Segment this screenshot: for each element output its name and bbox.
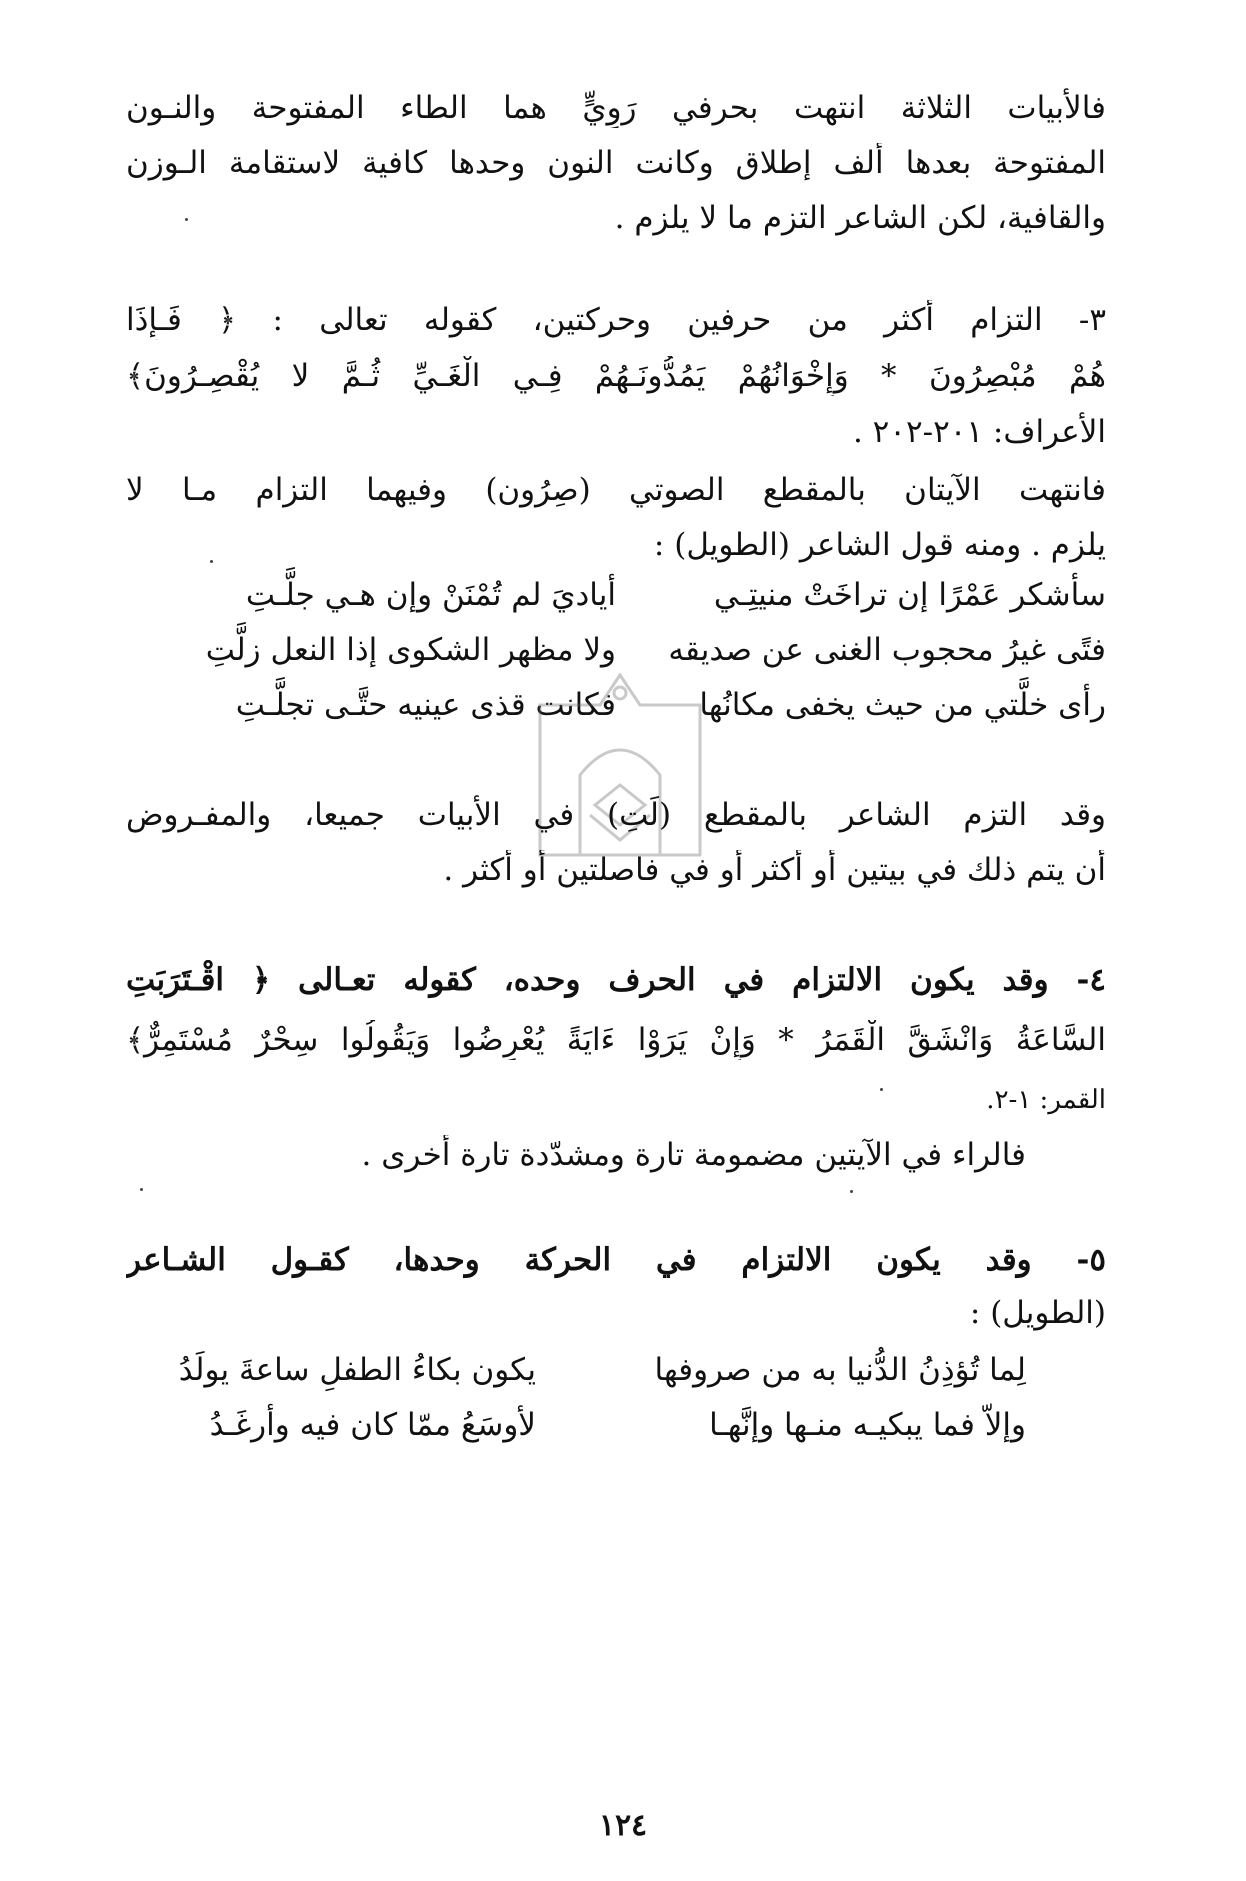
section-5-meter: (الطويل) : (969, 1295, 1106, 1331)
section-4-verse-line: السَّاعَةُ وَانْشَقَّ الْقَمَرُ * وَإِنْ يَرَوْا ءَايَةً يُعْرِضُوا وَيَقُولُوا سِحْرٌ مُسْتَمِرٌّ﴾ (126, 1022, 1106, 1058)
section-4-reference: القمر: ١-٢. (986, 1085, 1106, 1115)
section-3-reference: الأعراف: ٢٠١-٢٠٢ . (852, 414, 1106, 450)
poem-1-verse-1-ajuz: أياديَ لم تُمْنَنْ وإن هـي جلَّـتِ (245, 577, 616, 613)
paragraph-2-line-1: فانتهت الآيتان بالمقطع الصوتي (صِرُون) وفيهما التزام مـا لا (126, 472, 1106, 508)
poem-2-verse-1 (126, 1350, 1026, 1390)
section-3-verse-line: هُمْ مُبْصِرُونَ * وَإِخْوَانُهُمْ يَمُدُّونَـهُمْ فِـي الْغَـيِّ ثُـمَّ لا يُقْصِـرُونَ﴾ (126, 358, 1106, 394)
poem-2-verse-2-ajuz: لأوسَعُ ممّا كان فيه وأرغَـدُ (209, 1407, 536, 1443)
section-4-note: فالراء في الآيتين مضمومة تارة ومشدّدة تارة أخرى . (361, 1137, 1026, 1173)
paragraph-1-line-1: فالأبيات الثلاثة انتهت بحرفي رَوِيٍّ هما الطاء المفتوحة والنـون (126, 90, 1106, 126)
paragraph-1-line-2: المفتوحة بعدها ألف إطلاق وكانت النون وحدها كافية لاستقامة الـوزن (126, 145, 1106, 181)
poem-1-verse-1-sadr: سأشكر عَمْرًا إن تراخَتْ منيتِـي (713, 577, 1106, 613)
poem-1-verse-2-ajuz: ولا مظهر الشكوى إذا النعل زلَّتِ (205, 632, 616, 668)
page-number: ١٢٤ (598, 1808, 648, 1843)
scan-speck (850, 1190, 853, 1193)
paragraph-1-line-3: والقافية، لكن الشاعر التزم ما لا يلزم . (614, 200, 1106, 236)
scan-speck (140, 1188, 143, 1191)
poem-2-verse-2-sadr: وإلاّ فما يبكيـه منـها وإنَّهـا (709, 1407, 1026, 1443)
poem-1-verse-2-sadr: فتًى غيرُ محجوب الغنى عن صديقه (668, 632, 1106, 668)
poem-1-verse-3-ajuz: فكانت قذى عينيه حتَّـى تجلَّـتِ (235, 687, 616, 723)
paragraph-2-line-2: يلزم . ومنه قول الشاعر (الطويل) : (653, 527, 1106, 563)
poem-2-verse-1-ajuz: يكون بكاءُ الطفلِ ساعةَ يولَدُ (178, 1352, 536, 1388)
paragraph-3-line-1: وقد التزم الشاعر بالمقطع (لَتِ) في الأبيات جميعا، والمفـروض (126, 797, 1106, 833)
poem-2-verse-1-sadr: لِما تُؤذِنُ الدُّنيا به من صروفها (654, 1352, 1026, 1388)
section-4-heading-line: ٤- وقد يكون الالتزام في الحرف وحده، كقوله تعـالى ﴿ اقْـتَرَبَتِ (126, 962, 1106, 998)
scan-speck (185, 218, 188, 221)
scan-speck (210, 560, 213, 563)
section-3-text: ٣- التزام أكثر من حرفين وحركتين، كقوله تعالى : ﴿ فَـإِذَا (126, 302, 1106, 338)
poem-1-verse-2 (126, 630, 1106, 670)
section-3-heading-line (126, 300, 1106, 340)
poem-1-verse-3-sadr: رأى خلَّتي من حيث يخفى مكانُها (699, 687, 1106, 723)
paragraph-3-line-2: أن يتم ذلك في بيتين أو أكثر أو في فاصلتين أو أكثر . (443, 852, 1106, 888)
section-5-heading-line: ٥- وقد يكون الالتزام في الحركة وحدها، كقـول الشـاعر (126, 1242, 1106, 1278)
poem-1-verse-1 (126, 575, 1106, 615)
scan-speck (880, 1088, 883, 1091)
library-seal-watermark-icon (520, 665, 720, 875)
poem-2-verse-2 (126, 1405, 1026, 1445)
